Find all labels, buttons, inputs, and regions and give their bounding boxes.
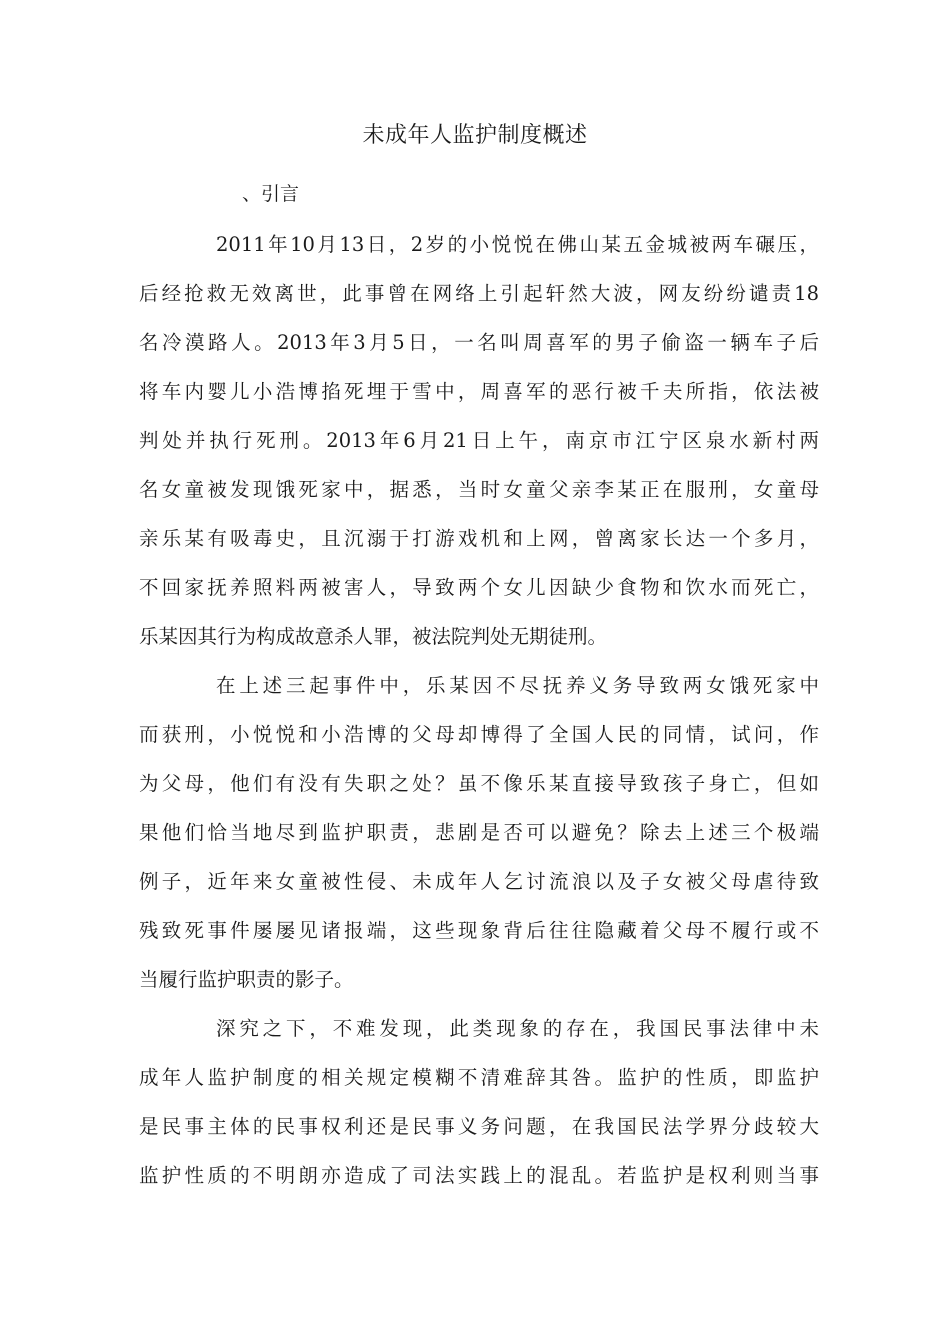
- paragraph-line: 而获刑，小悦悦和小浩博的父母却博得了全国人民的同情，试问，作: [139, 723, 819, 746]
- paragraph-line: 名冷漠路人。2013年3月5日，一名叫周喜军的男子偷盗一辆车子后: [139, 331, 819, 354]
- paragraph-line: 是民事主体的民事权利还是民事义务问题，在我国民法学界分歧较大: [139, 1115, 819, 1138]
- paragraph-line: 果他们恰当地尽到监护职责，悲剧是否可以避免？除去上述三个极端: [139, 821, 819, 844]
- document-title: 未成年人监护制度概述: [362, 123, 588, 148]
- paragraph-line: 乐某因其行为构成故意杀人罪，被法院判处无期徒刑。: [139, 625, 608, 648]
- paragraph-line: 成年人监护制度的相关规定模糊不清难辞其咎。监护的性质，即监护: [139, 1066, 819, 1089]
- paragraph-line: 为父母，他们有没有失职之处？虽不像乐某直接导致孩子身亡，但如: [139, 772, 819, 795]
- paragraph-line: 判处并执行死刑。2013年6月21日上午，南京市江宁区泉水新村两: [139, 429, 819, 452]
- paragraph-line: 名女童被发现饿死家中，据悉，当时女童父亲李某正在服刑，女童母: [139, 478, 819, 501]
- paragraph-line: 监护性质的不明朗亦造成了司法实践上的混乱。若监护是权利则当事: [139, 1164, 819, 1187]
- paragraph-line: 后经抢救无效离世，此事曾在网络上引起轩然大波，网友纷纷谴责18: [139, 282, 819, 305]
- paragraph-line: 在上述三起事件中，乐某因不尽抚养义务导致两女饿死家中: [216, 674, 819, 697]
- paragraph-line: 例子，近年来女童被性侵、未成年人乞讨流浪以及子女被父母虐待致: [139, 870, 819, 893]
- paragraph-line: 残致死事件屡屡见诸报端，这些现象背后往往隐藏着父母不履行或不: [139, 919, 819, 942]
- paragraph-line: 将车内婴儿小浩博掐死埋于雪中，周喜军的恶行被千夫所指，依法被: [139, 380, 819, 403]
- section-heading: 、引言: [242, 183, 300, 205]
- paragraph-line: 不回家抚养照料两被害人，导致两个女儿因缺少食物和饮水而死亡，: [139, 576, 819, 599]
- paragraph-line: 2011年10月13日，2岁的小悦悦在佛山某五金城被两车碾压，: [216, 233, 819, 256]
- paragraph-line: 深究之下，不难发现，此类现象的存在，我国民事法律中未: [216, 1017, 819, 1040]
- paragraph-line: 亲乐某有吸毒史，且沉溺于打游戏机和上网，曾离家长达一个多月，: [139, 527, 819, 550]
- body-text: [139, 220, 819, 1200]
- paragraph-line: 当履行监护职责的影子。: [139, 968, 354, 991]
